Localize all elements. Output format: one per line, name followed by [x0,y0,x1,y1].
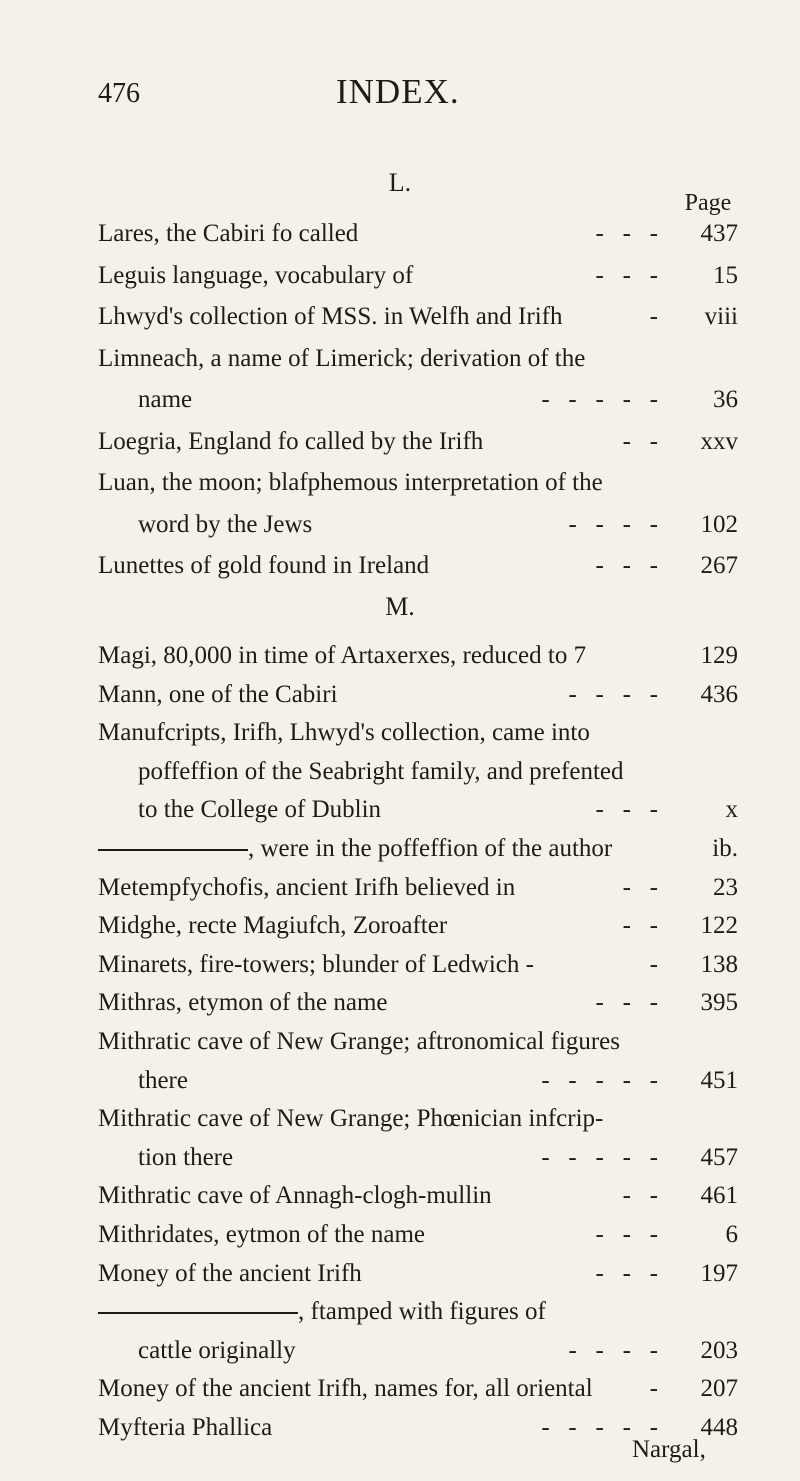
index-entry [98,1136,738,1180]
leader-dashes: - - - - [568,1336,658,1364]
entry-text: Money of the ancient Irifh, names for, all oriental [98,1375,593,1403]
entry-page-ref: 203 [700,1336,738,1364]
index-entry [98,420,738,464]
entry-page-ref: xxv [700,427,738,455]
entry-page-ref: 129 [700,642,738,669]
entry-page-ref: 23 [713,873,738,901]
entry-text: Leguis language, vocabulary of [98,261,414,289]
leader-dashes: - - - - [568,510,658,538]
index-entry [98,1059,738,1103]
leader-dashes: - - - [595,1259,658,1287]
entry-text: Mithratic cave of New Grange; aftronomical figures [98,1028,621,1055]
page-column-label: Page [684,190,732,216]
index-entry [98,254,738,298]
ditto-rule [98,849,248,851]
entry-text: Minarets, fire-towers; blunder of Ledwich - [98,950,534,978]
entry-page-ref: viii [704,303,738,330]
entry-text: Mann, one of the Cabiri [98,680,338,708]
index-entry [98,503,738,547]
entry-text: Mithratic cave of New Grange; Phœnician infcrip- [98,1105,604,1133]
catchword: Nargal, [632,1436,706,1463]
leader-dashes: - - - - - [541,386,658,413]
leader-dashes: - - - [595,552,658,579]
index-entry [98,1213,738,1257]
entry-page-ref: 461 [700,1182,738,1210]
leader-dashes: - - [622,1182,658,1210]
entry-page-ref: 457 [700,1143,738,1171]
leader-dashes: - [649,303,658,330]
leader-dashes: - - - [595,989,658,1017]
entry-page-ref: 102 [700,510,738,538]
entry-text: , were in the poffeffion of the author [248,835,613,862]
leader-dashes: - - - - - [541,1066,658,1094]
entry-page-ref: ib. [712,835,738,862]
index-entry [98,1174,738,1218]
entry-page-ref: 395 [700,989,738,1017]
entry-text: cattle originally [138,1336,296,1364]
entry-page-ref: x [725,796,738,824]
entry-page-ref: 451 [700,1066,738,1094]
leader-dashes: - - [622,427,658,455]
index-entry [98,1252,738,1296]
entry-text: , ftamped with figures of [298,1298,546,1326]
entry-text: Lhwyd's collection of MSS. in Welfh and Irifh [98,303,563,330]
entry-text: Luan, the moon; blafphemous interpretation of the [98,469,603,496]
entry-text: name [138,386,193,413]
leader-dashes: - - - [595,1221,658,1248]
entry-page-ref: 197 [700,1259,738,1287]
entry-text: Midghe, recte Magiufch, Zoroafter [98,912,448,940]
page-number: 476 [98,78,140,109]
entry-text: Metempfychofis, ancient Irifh believed in [98,873,516,901]
index-entry [98,634,738,678]
index-entry [98,544,738,588]
index-entry [98,711,738,755]
index-entry [98,337,738,381]
leader-dashes: - [649,950,658,978]
running-header [0,70,800,110]
entry-page-ref: 15 [713,261,738,289]
entry-page-ref: 138 [700,950,738,978]
index-entry [98,866,738,910]
entry-text: Lunettes of gold found in Ireland [98,552,430,579]
entry-text: there [138,1066,188,1094]
leader-dashes: - - [622,912,658,940]
leader-dashes: - - [622,873,658,901]
index-entry [98,943,738,987]
entry-text: poffeffion of the Seabright family, and prefented [138,757,624,785]
section-letter-m: M. [385,592,415,621]
entry-text: tion there [138,1143,234,1171]
entry-text: Limneach, a name of Limerick; derivation of the [98,344,586,372]
index-entry [98,1290,738,1334]
index-entry [98,461,738,505]
leader-dashes: - - - [595,796,658,824]
ditto-rule [98,1312,298,1314]
index-entry [98,378,738,422]
entry-page-ref: 36 [713,386,738,413]
index-entry [98,1097,738,1141]
entry-page-ref: 437 [700,220,738,247]
entry-page-ref: 436 [700,680,738,708]
entry-text: Lares, the Cabiri fo called [98,220,359,247]
index-entry [98,673,738,717]
entry-text: Manufcripts, Irifh, Lhwyd's collection, came into [98,719,590,747]
entry-page-ref: 448 [700,1414,738,1441]
index-entry [98,981,738,1025]
section-letter-l: L. [388,168,412,197]
leader-dashes: - - - [595,220,658,247]
entry-page-ref: 6 [725,1221,738,1248]
leader-dashes: - - - - [568,680,658,708]
entry-page-ref: 267 [700,552,738,579]
entry-page-ref: 122 [700,912,738,940]
entry-page-ref: 207 [700,1375,738,1403]
index-entry [98,1020,738,1064]
index-entry [98,1367,738,1411]
index-entry [98,1329,738,1373]
entry-text: Loegria, England fo called by the Irifh [98,427,484,455]
index-entry [98,788,738,832]
entry-text: to the College of Dublin [138,796,382,824]
entry-text: word by the Jews [138,510,313,538]
leader-dashes: - - - - - [541,1414,658,1441]
entry-text: Magi, 80,000 in time of Artaxerxes, reduced to 7 [98,642,587,669]
entry-text: Money of the ancient Irifh [98,1259,362,1287]
index-entry [98,904,738,948]
index-entry [98,750,738,794]
entry-text: Mithras, etymon of the name [98,989,388,1017]
entry-text: Mithridates, eytmon of the name [98,1221,426,1248]
index-entry [98,827,738,871]
index-entry [98,212,738,256]
leader-dashes: - [649,1375,658,1403]
index-entry [98,295,738,339]
page-title: INDEX. [336,72,460,111]
entry-text: Myfteria Phallica [98,1414,273,1441]
entry-text: Mithratic cave of Annagh-clogh-mullin [98,1182,492,1210]
leader-dashes: - - - - - [541,1143,658,1171]
leader-dashes: - - - [595,261,658,289]
